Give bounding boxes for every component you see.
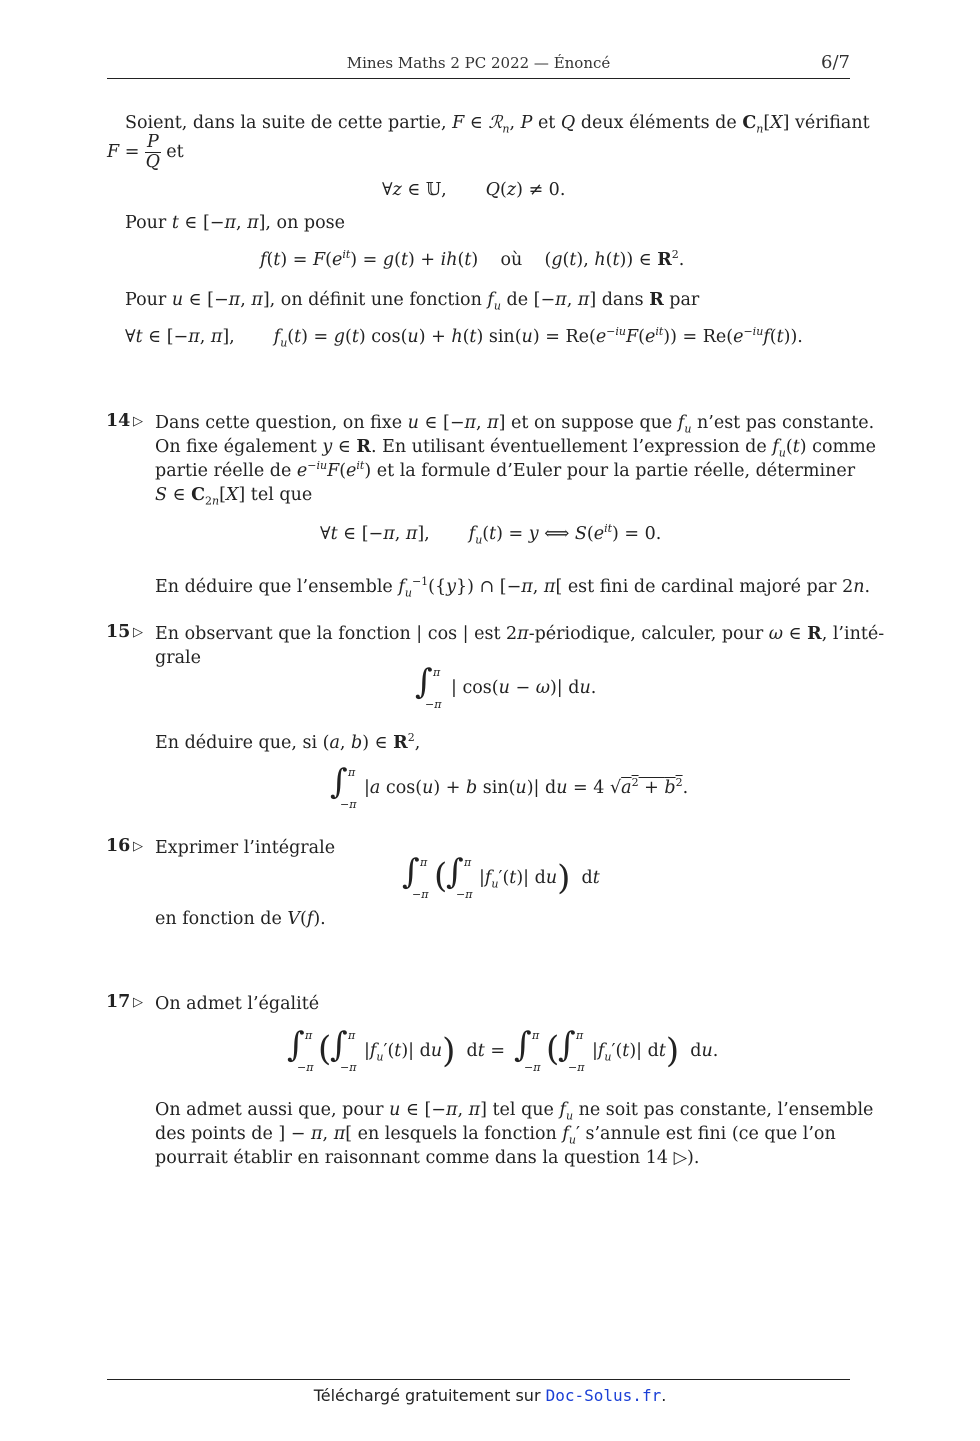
integral-sign: ∫ π −π [415,662,442,711]
q14-line-1: Dans cette question, on fixe u ∈ [−π, π] et on suppose que $f_u$ n’est pas constante. [155,413,875,436]
intro-def-f: $f(t) = F(e^{it}) = g(t) + ih(t)$ où (g(t), h(t)) ∈ $R^2$. [260,248,685,270]
q17-display-left: $|f_u'(t)|$ du) dt = [364,1031,505,1071]
q17-line-1: On admet l’égalité [155,994,320,1014]
footer-rule [107,1379,850,1380]
page-footer [0,1386,980,1405]
q14-display: ∀t ∈ [−π, π], $f_u(t) = y$ ⟺ $S(e^{it}) = 0$. [320,522,662,547]
footer-text: Téléchargé gratuitement sur [313,1386,541,1405]
integral-sign: ∫ π −π [446,852,473,901]
triangle-marker-icon: ▷ [133,414,143,429]
page-header [107,54,850,79]
question-16-number: 16 [106,836,131,856]
q16-display: $|f_u'(t)|$ du) dt [479,858,600,898]
q15-display-2: |a cos(u) + b sin(u)| du = 4 $√a^2 + b^2$. [364,776,689,798]
triangle-marker-icon: ▷ [133,839,143,854]
intro-pour-t: Pour t ∈ [−π, π], on pose [125,213,346,233]
q14-line-2: On fixe également y ∈ R. En utilisant éventuellement l’expression de $f_u(t)$ comme [155,437,877,460]
q15-after: En déduire que, si (a, b) ∈ $R^2$, [155,731,421,753]
q17-after-3: pourrait établir en raisonnant comme dans la question 14 ▷). [155,1148,700,1168]
integral-sign: ∫ π −π [558,1025,585,1074]
intro-line-1: Soient, dans la suite de cette partie, F ∈ ℛ$_n$, P et Q deux éléments de $C_n[X]$ vérifiant [125,113,870,136]
question-14-number: 14 [106,411,131,431]
triangle-marker-icon: ▷ [133,995,143,1010]
q16-line-1: Exprimer l’intégrale [155,838,336,858]
footer-end: . [661,1386,667,1405]
integral-sign: ∫ π −π [330,762,357,811]
integral-sign: ∫ π −π [330,1025,357,1074]
intro-def-fu: ∀t ∈ [−π, π], $f_u(t) = g(t) \cos(u) + h(t) \sin(u) = Re(e^{-iu}F(e^{it})) = Re(e^{-iu}f(t))$. [125,325,803,350]
integral-sign: ∫ π −π [402,852,429,901]
q14-line-3: partie réelle de $e^{-iu}F(e^{it})$ et la formule d’Euler pour la partie réelle, déterminer [155,459,856,481]
q17-after-1: On admet aussi que, pour u ∈ [−π, π] tel que $f_u$ ne soit pas constante, l’ensemble [155,1100,874,1123]
q16-paren-open: ( [434,856,448,896]
q17-paren-open-2: ( [546,1029,560,1069]
q17-display-right: $|f_u'(t)|$ dt) du. [592,1031,719,1071]
q16-after: en fonction de V(f). [155,909,326,929]
integral-sign: ∫ π −π [287,1025,314,1074]
question-15-number: 15 [106,622,131,642]
intro-condition: ∀z ∈ 𝕌, Q(z) ≠ 0. [382,180,566,200]
q15-line-2: grale [155,648,201,668]
integral-sign: ∫ π −π [514,1025,541,1074]
page-number: 6/7 [821,52,850,73]
q14-line-4: S ∈ $C_{2n}[X]$ tel que [155,485,313,508]
question-17-number: 17 [106,992,131,1012]
triangle-marker-icon: ▷ [133,625,143,640]
q17-paren-open: ( [318,1029,332,1069]
q15-line-1: En observant que la fonction | cos | est 2π-périodique, calculer, pour ω ∈ R, l’inté- [155,624,885,644]
q14-after: En déduire que l’ensemble $f_u^{-1}(\{y\})$ ∩ [−π, π[ est fini de cardinal majoré par 2n. [155,575,871,600]
intro-line-2: F = $\frac{P}{Q}$ et [107,132,184,172]
footer-link[interactable]: Doc-Solus.fr [545,1386,662,1405]
q15-display: | cos(u − ω)| du. [451,678,597,698]
q17-after-2: des points de ] − π, π[ en lesquels la fonction $f_u'$ s’annule est fini (ce que l’on [155,1124,836,1147]
intro-pour-u: Pour u ∈ [−π, π], on définit une fonction $f_u$ de [−π, π] dans R par [125,290,700,313]
header-title: Mines Maths 2 PC 2022 — Énoncé [346,54,611,72]
